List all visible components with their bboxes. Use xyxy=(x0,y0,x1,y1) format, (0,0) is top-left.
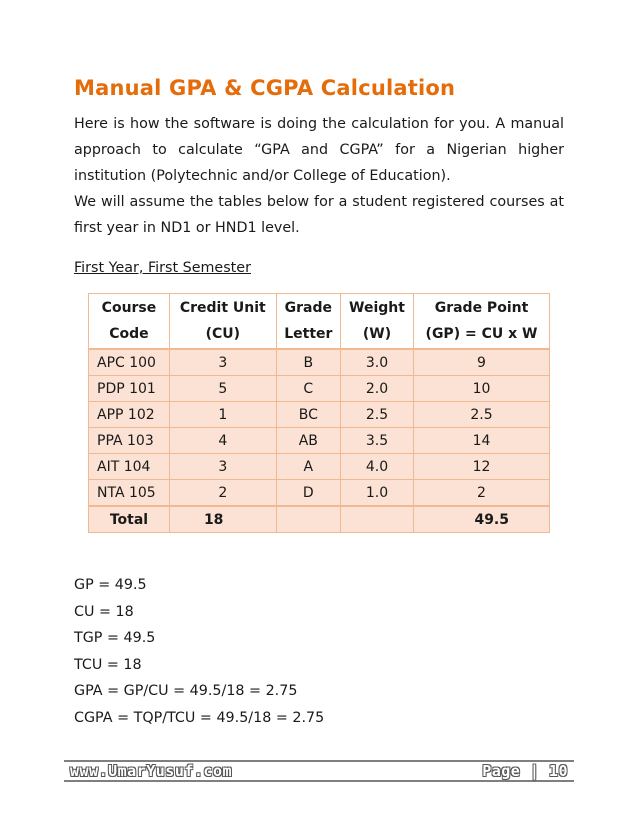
table-row xyxy=(89,454,550,480)
credit-unit-cell: 3 xyxy=(169,349,276,376)
formula-list xyxy=(74,572,324,732)
header-weight: Weight (W) xyxy=(340,294,413,350)
header-grade-point: Grade Point (GP) = CU x W xyxy=(414,294,550,350)
weight-cell: 3.5 xyxy=(340,428,413,454)
grade-letter-cell: BC xyxy=(276,402,340,428)
assumption-paragraph: We will assume the tables below for a student registered courses at first year in ND1 or HND1 level. xyxy=(74,194,564,236)
section-title: First Year, First Semester xyxy=(74,260,251,276)
credit-unit-cell: 1 xyxy=(169,402,276,428)
total-empty-cell xyxy=(276,506,340,533)
formula-line: TGP = 49.5 xyxy=(74,630,156,647)
course-code-cell: NTA 105 xyxy=(89,480,170,507)
header-course-code: Course Code xyxy=(89,294,170,350)
table-row xyxy=(89,480,550,507)
course-code-cell: PPA 103 xyxy=(89,428,170,454)
weight-cell: 2.0 xyxy=(340,376,413,402)
formula-line: GPA = GP/CU = 49.5/18 = 2.75 xyxy=(74,683,298,700)
weight-cell: 4.0 xyxy=(340,454,413,480)
table-footer xyxy=(89,506,550,533)
weight-cell: 1.0 xyxy=(340,480,413,507)
grade-point-cell: 14 xyxy=(414,428,550,454)
total-label: Total xyxy=(89,506,170,533)
footer-page-number: Page | 10 xyxy=(482,762,568,780)
grade-letter-cell: C xyxy=(276,376,340,402)
table-row xyxy=(89,376,550,402)
credit-unit-cell: 5 xyxy=(169,376,276,402)
header-credit-unit: Credit Unit (CU) xyxy=(169,294,276,350)
formula-line: CGPA = TQP/TCU = 49.5/18 = 2.75 xyxy=(74,709,325,726)
credit-unit-cell: 3 xyxy=(169,454,276,480)
table-row xyxy=(89,349,550,376)
grade-letter-cell: D xyxy=(276,480,340,507)
grade-point-cell: 9 xyxy=(414,349,550,376)
weight-cell: 2.5 xyxy=(340,402,413,428)
page-footer xyxy=(64,760,574,782)
course-code-cell: APP 102 xyxy=(89,402,170,428)
grades-table xyxy=(88,293,550,533)
weight-cell: 3.0 xyxy=(340,349,413,376)
grade-letter-cell: AB xyxy=(276,428,340,454)
table-body xyxy=(89,349,550,506)
footer-website: www.UmarYusuf.com xyxy=(70,762,233,780)
table-row xyxy=(89,402,550,428)
course-code-cell: PDP 101 xyxy=(89,376,170,402)
page-heading: Manual GPA & CGPA Calculation xyxy=(74,76,456,100)
total-empty-cell xyxy=(340,506,413,533)
formula-line: CU = 18 xyxy=(74,603,134,620)
grade-point-cell: 2.5 xyxy=(414,402,550,428)
grade-point-cell: 10 xyxy=(414,376,550,402)
formula-line: GP = 49.5 xyxy=(74,577,147,593)
header-row xyxy=(89,294,550,350)
course-code-cell: AIT 104 xyxy=(89,454,170,480)
total-row xyxy=(89,506,550,533)
grade-point-cell: 12 xyxy=(414,454,550,480)
total-credit-units: 18 xyxy=(169,506,276,533)
grade-letter-cell: A xyxy=(276,454,340,480)
credit-unit-cell: 2 xyxy=(169,480,276,507)
grade-point-cell: 2 xyxy=(414,480,550,507)
credit-unit-cell: 4 xyxy=(169,428,276,454)
formula-line: TCU = 18 xyxy=(74,656,142,673)
table-row xyxy=(89,428,550,454)
total-grade-points: 49.5 xyxy=(414,506,550,533)
header-grade-letter: Grade Letter xyxy=(276,294,340,350)
intro-paragraph: Here is how the software is doing the calculation for you. A manual approach to calculate “GPA and CGPA” for a Nigerian higher institution (Polytechnic and/or College of Education). xyxy=(74,116,564,184)
course-code-cell: APC 100 xyxy=(89,349,170,376)
grade-letter-cell: B xyxy=(276,349,340,376)
table-header xyxy=(89,294,550,350)
